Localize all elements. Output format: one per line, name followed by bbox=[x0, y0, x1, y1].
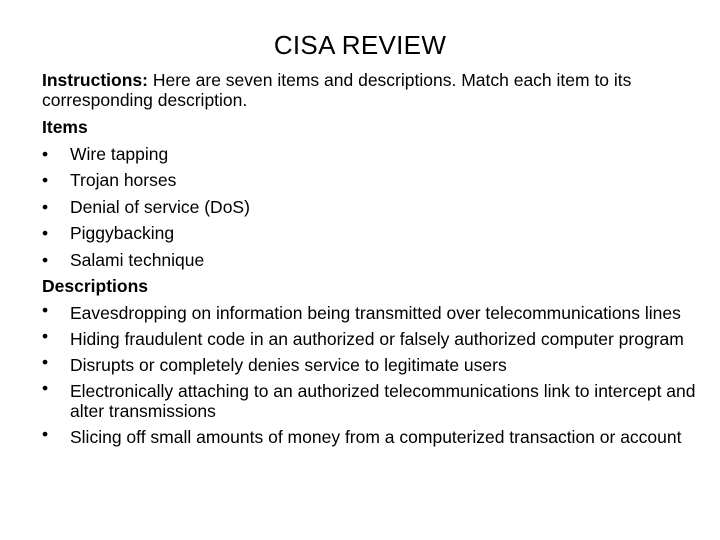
item-text: Wire tapping bbox=[70, 143, 169, 164]
instructions-label: Instructions: bbox=[42, 70, 148, 90]
list-item bbox=[42, 167, 702, 194]
list-item bbox=[42, 220, 702, 247]
instructions-paragraph bbox=[42, 70, 702, 114]
list-item bbox=[42, 141, 702, 168]
description-text: Disrupts or completely denies service to legitimate users bbox=[70, 354, 507, 375]
bullet-icon: • bbox=[42, 223, 49, 243]
list-item bbox=[42, 424, 702, 450]
item-text: Salami technique bbox=[70, 249, 205, 270]
bullet-icon: • bbox=[42, 196, 49, 217]
item-text: Piggybacking bbox=[70, 223, 175, 243]
descriptions-heading: Descriptions bbox=[42, 276, 148, 296]
slide-title: CISA REVIEW bbox=[273, 30, 447, 60]
list-item bbox=[42, 300, 702, 326]
description-text: Eavesdropping on information being transmitted over telecommunications lines bbox=[70, 302, 681, 323]
slide-body bbox=[42, 70, 702, 450]
list-item bbox=[42, 247, 702, 274]
bullet-icon: • bbox=[42, 325, 49, 346]
list-item bbox=[42, 378, 702, 424]
item-text: Trojan horses bbox=[70, 170, 177, 190]
descriptions-list bbox=[42, 300, 702, 450]
bullet-icon: • bbox=[42, 377, 49, 398]
bullet-icon: • bbox=[42, 170, 49, 190]
description-text: Hiding fraudulent code in an authorized or falsely authorized computer program bbox=[70, 328, 684, 349]
list-item bbox=[42, 194, 702, 221]
item-text: Denial of service (DoS) bbox=[70, 196, 250, 217]
instructions-text: Here are seven items and descriptions. Match each item to its corresponding description. bbox=[42, 70, 632, 110]
bullet-icon: • bbox=[42, 299, 49, 320]
bullet-icon: • bbox=[42, 143, 49, 164]
bullet-icon: • bbox=[42, 423, 49, 444]
list-item bbox=[42, 326, 702, 352]
bullet-icon: • bbox=[42, 351, 49, 372]
items-heading: Items bbox=[42, 117, 88, 137]
description-text: Electronically attaching to an authorized telecommunications link to intercept and alter transmissions bbox=[70, 380, 696, 421]
list-item bbox=[42, 352, 702, 378]
description-text: Slicing off small amounts of money from a computerized transaction or account bbox=[70, 426, 682, 447]
items-list bbox=[42, 141, 702, 274]
bullet-icon: • bbox=[42, 249, 49, 270]
